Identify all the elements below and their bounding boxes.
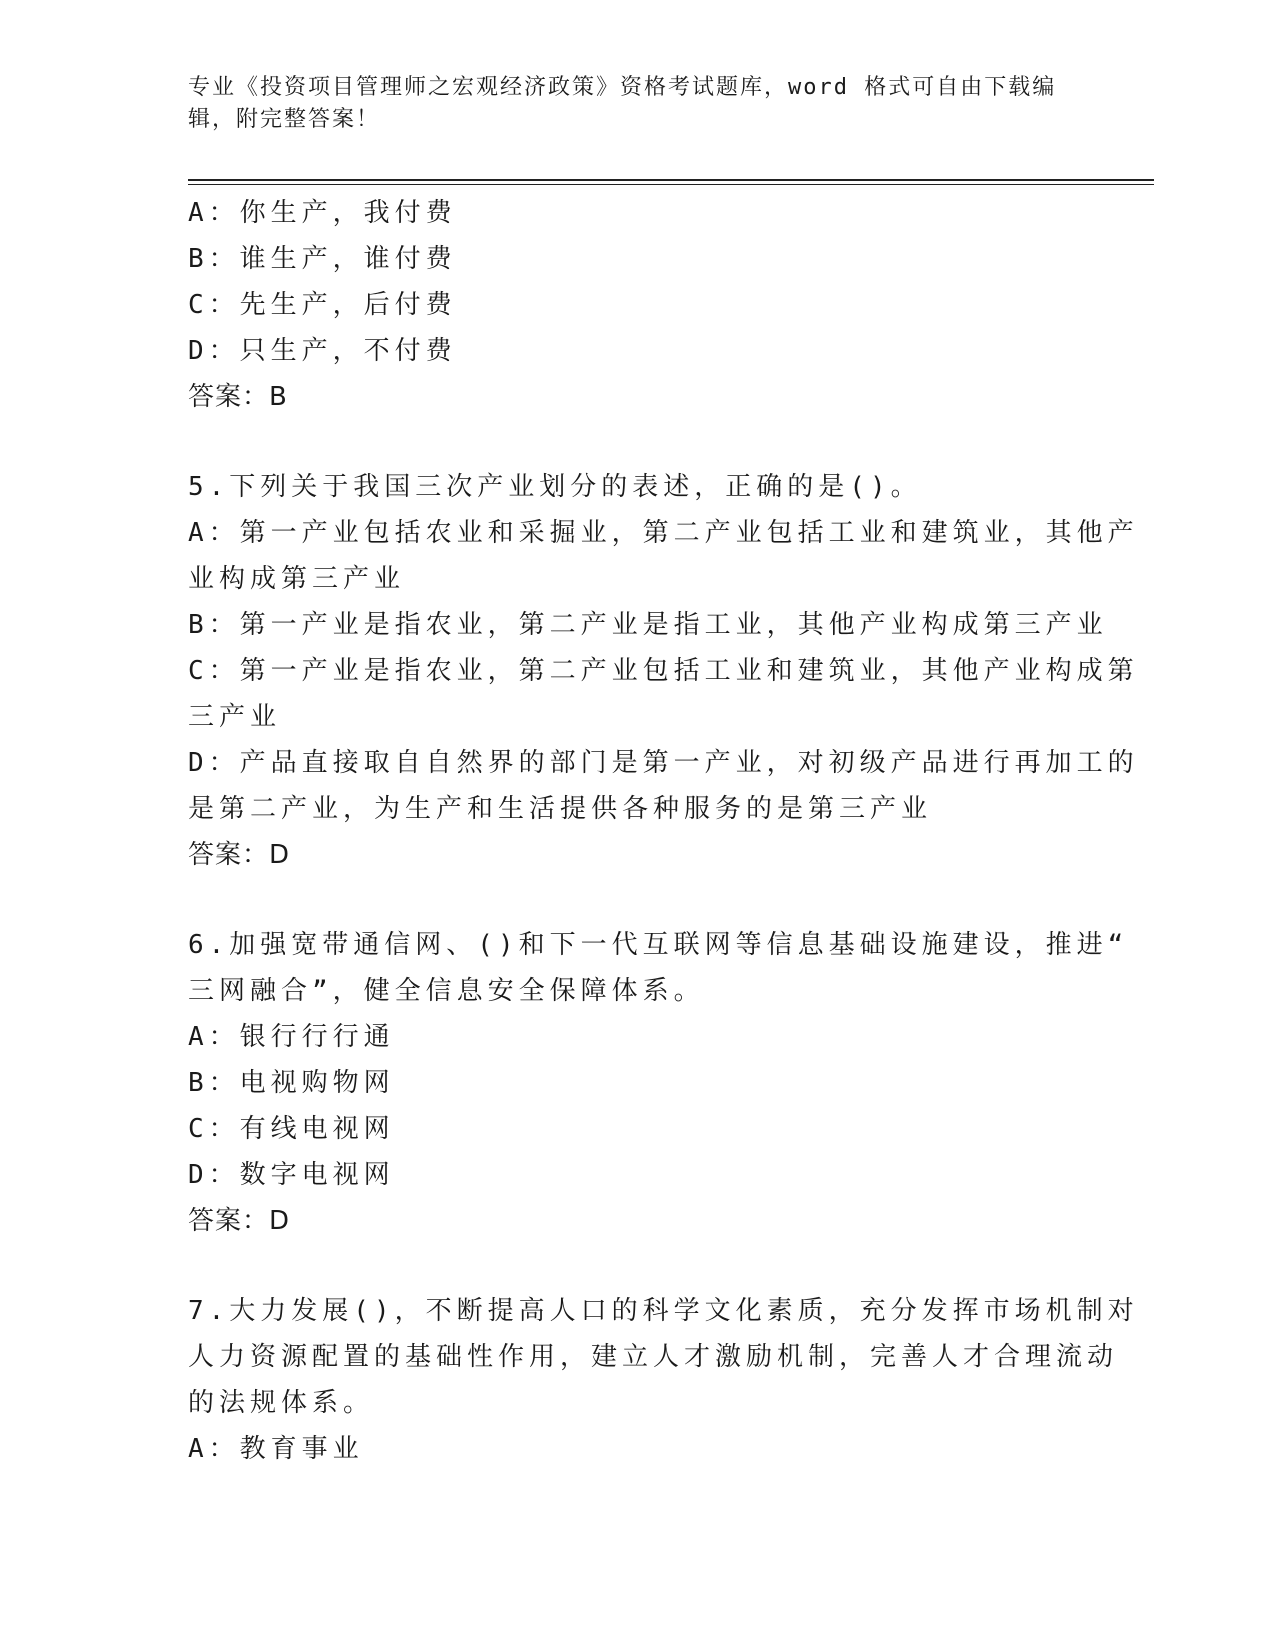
option-b: B：第一产业是指农业，第二产业是指工业，其他产业构成第三产业	[188, 610, 1108, 640]
option-a: A：第一产业包括农业和采掘业，第二产业包括工业和建筑业，其他产	[188, 518, 1139, 548]
question-stem-cont: 三网融合”，健全信息安全保障体系。	[188, 976, 705, 1006]
option-c: C：有线电视网	[188, 1114, 395, 1144]
question-stem: 5.下列关于我国三次产业划分的表述，正确的是()。	[188, 472, 922, 502]
option-c: C：第一产业是指农业，第二产业包括工业和建筑业，其他产业构成第	[188, 656, 1139, 686]
question-content	[188, 190, 1139, 1472]
document-header	[188, 72, 1068, 136]
header-line-2: 辑，附完整答案！	[188, 107, 381, 132]
option-b: B：电视购物网	[188, 1068, 395, 1098]
option-a-cont: 业构成第三产业	[188, 564, 406, 594]
option-d: D：只生产，不付费	[188, 336, 457, 366]
header-line-1: 专业《投资项目管理师之宏观经济政策》资格考试题库，word 格式可自由下载编	[188, 75, 1057, 100]
option-a: A：教育事业	[188, 1434, 364, 1464]
question-5	[188, 464, 1139, 878]
option-a: A：银行行行通	[188, 1022, 395, 1052]
option-b: B：谁生产，谁付费	[188, 244, 457, 274]
question-stem: 7.大力发展()，不断提高人口的科学文化素质，充分发挥市场机制对	[188, 1296, 1139, 1326]
option-d: D：产品直接取自自然界的部门是第一产业，对初级产品进行再加工的	[188, 748, 1139, 778]
option-a: A：你生产，我付费	[188, 198, 457, 228]
question-stem-cont: 人力资源配置的基础性作用，建立人才激励机制，完善人才合理流动	[188, 1342, 1119, 1372]
question-7	[188, 1288, 1139, 1472]
option-d: D：数字电视网	[188, 1160, 395, 1190]
option-d-cont: 是第二产业，为生产和生活提供各种服务的是第三产业	[188, 794, 933, 824]
question-stem: 6.加强宽带通信网、()和下一代互联网等信息基础设施建设，推进“	[188, 930, 1129, 960]
header-rule-thin	[188, 184, 1154, 185]
question-stem-cont: 的法规体系。	[188, 1388, 375, 1418]
question-4	[188, 190, 1088, 420]
header-rule-thick	[188, 179, 1154, 181]
answer: 答案：D	[188, 1206, 291, 1236]
answer: 答案：B	[188, 382, 288, 412]
question-6	[188, 922, 1129, 1244]
answer: 答案：D	[188, 840, 291, 870]
option-c-cont: 三产业	[188, 702, 282, 732]
option-c: C：先生产，后付费	[188, 290, 457, 320]
